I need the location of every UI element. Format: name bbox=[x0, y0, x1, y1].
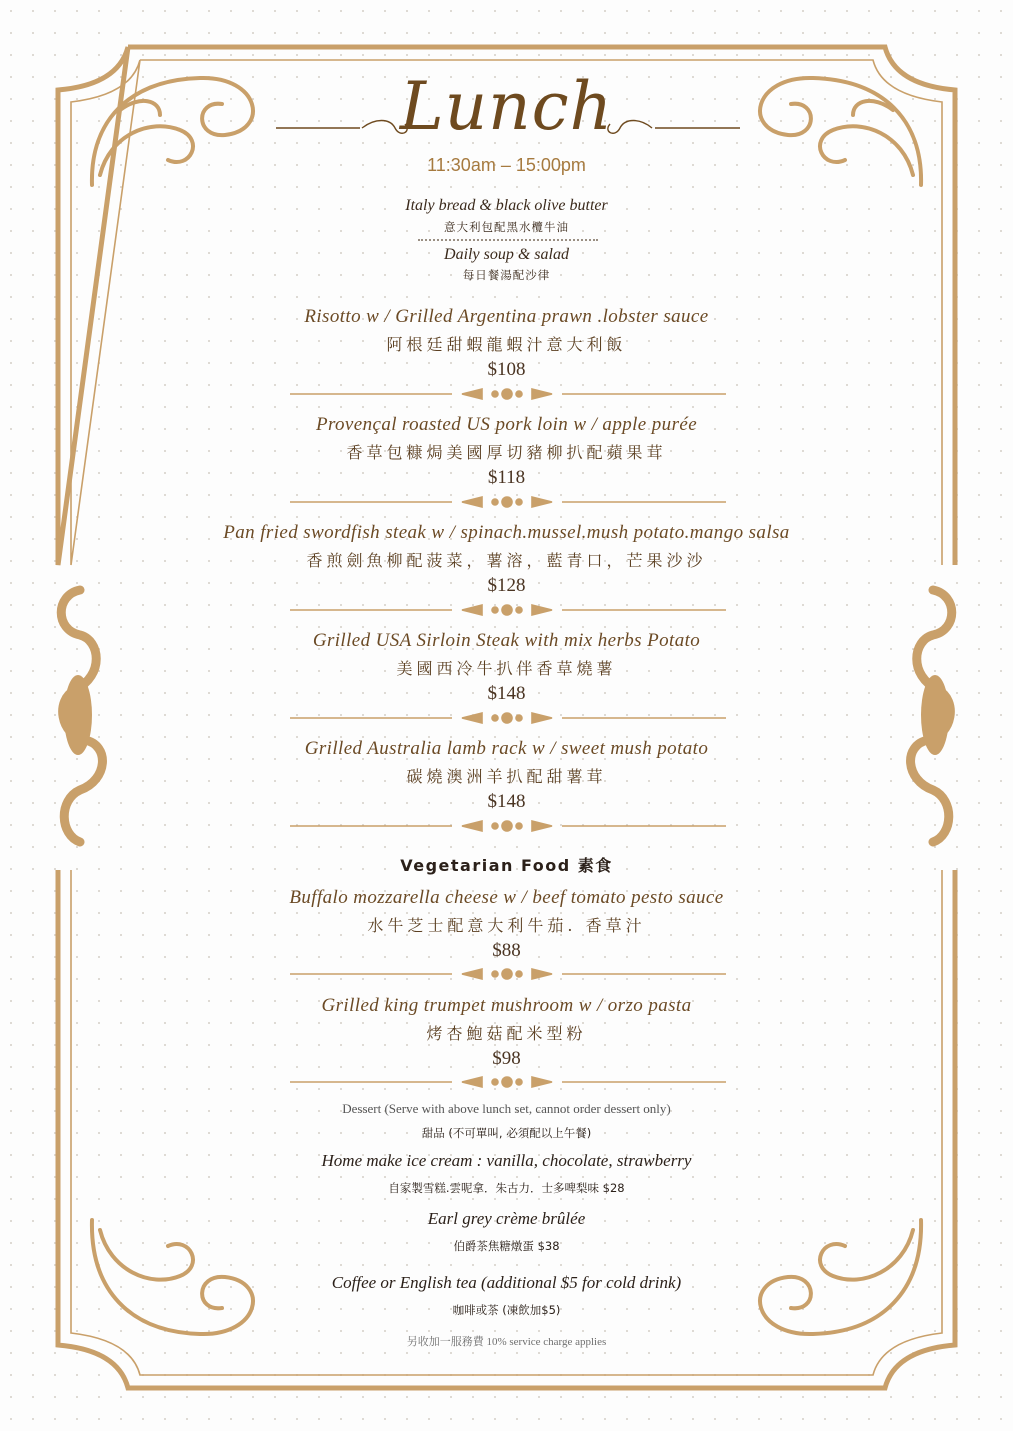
menu-title: Lunch bbox=[399, 68, 614, 145]
starter-soup-en: Daily soup & salad bbox=[444, 246, 569, 263]
dish-price: $128 bbox=[487, 575, 526, 596]
dish-name-zh: 香草包糠焗美國厚切豬柳扒配蘋果茸 bbox=[346, 443, 667, 462]
dish-name: Grilled USA Sirloin Steak with mix herbs Potato bbox=[312, 630, 701, 651]
dish-price: $118 bbox=[487, 467, 526, 488]
starter-soup-zh: 每日餐湯配沙律 bbox=[462, 268, 551, 282]
dessert-item-zh: 咖啡或茶 (凍飲加$5) bbox=[452, 1303, 561, 1317]
starter-bread-en: Italy bread & black olive butter bbox=[405, 197, 608, 214]
ornament-divider-icon bbox=[290, 389, 726, 399]
dish-name-zh: 香煎劍魚柳配菠菜，薯溶，藍青口，芒果沙沙 bbox=[306, 551, 707, 570]
dish-name: Grilled Australia lamb rack w / sweet mush potato bbox=[304, 738, 709, 759]
dessert-item: Home make ice cream : vanilla, chocolate, strawberry bbox=[321, 1151, 692, 1170]
dessert-item-zh: 自家製雪糕.雲呢拿．朱古力．士多啤梨味 $28 bbox=[388, 1181, 625, 1195]
dish-price: $108 bbox=[487, 359, 526, 380]
dish-name: Pan fried swordfish steak w / spinach.mussel.mush potato.mango salsa bbox=[223, 522, 790, 543]
dessert-item: Earl grey crème brûlée bbox=[427, 1209, 586, 1228]
lunch-hours: 11:30am – 15:00pm bbox=[427, 155, 586, 175]
dessert-item: Coffee or English tea (additional $5 for cold drink) bbox=[331, 1273, 682, 1292]
divider bbox=[418, 239, 598, 241]
dessert-note: Dessert (Serve with above lunch set, cannot order dessert only) bbox=[342, 1101, 671, 1116]
ornament-divider-icon bbox=[290, 969, 726, 979]
dish-name-zh: 美國西冷牛扒伴香草燒薯 bbox=[396, 659, 617, 678]
ornament-divider-icon bbox=[290, 821, 726, 831]
vegetarian-heading: Vegetarian Food 素食 bbox=[400, 856, 613, 875]
dish-price: $148 bbox=[487, 683, 526, 704]
dish-name: Grilled king trumpet mushroom w / orzo pasta bbox=[321, 995, 692, 1016]
ornament-divider-icon bbox=[290, 713, 726, 723]
dish-name-zh: 阿根廷甜蝦龍蝦汁意大利飯 bbox=[386, 335, 627, 354]
ornament-divider-icon bbox=[290, 497, 726, 507]
starter-bread-zh: 意大利包配黑水欖牛油 bbox=[444, 220, 569, 234]
dish-name-zh: 烤杏鮑菇配米型粉 bbox=[426, 1024, 587, 1043]
dish-price: $88 bbox=[492, 940, 521, 961]
ornament-divider-icon bbox=[290, 1077, 726, 1087]
dish-price: $98 bbox=[492, 1048, 521, 1069]
dish-name-zh: 水牛芝士配意大利牛茄. 香草汁 bbox=[367, 916, 646, 935]
dish-name: Buffalo mozzarella cheese w / beef tomato pesto sauce bbox=[289, 887, 724, 908]
dessert-note-zh: 甜品 (不可單叫, 必須配以上午餐) bbox=[421, 1126, 592, 1140]
dish-name: Provençal roasted US pork loin w / apple purée bbox=[315, 414, 698, 435]
dish-name-zh: 碳燒澳洲羊扒配甜薯茸 bbox=[406, 767, 607, 786]
dessert-item-zh: 伯爵茶焦糖燉蛋 $38 bbox=[453, 1239, 560, 1253]
ornament-divider-icon bbox=[290, 605, 726, 615]
dish-price: $148 bbox=[487, 791, 526, 812]
service-charge-note: 另收加一服務費 10% service charge applies bbox=[406, 1336, 607, 1348]
dish-name: Risotto w / Grilled Argentina prawn .lobster sauce bbox=[304, 306, 709, 327]
